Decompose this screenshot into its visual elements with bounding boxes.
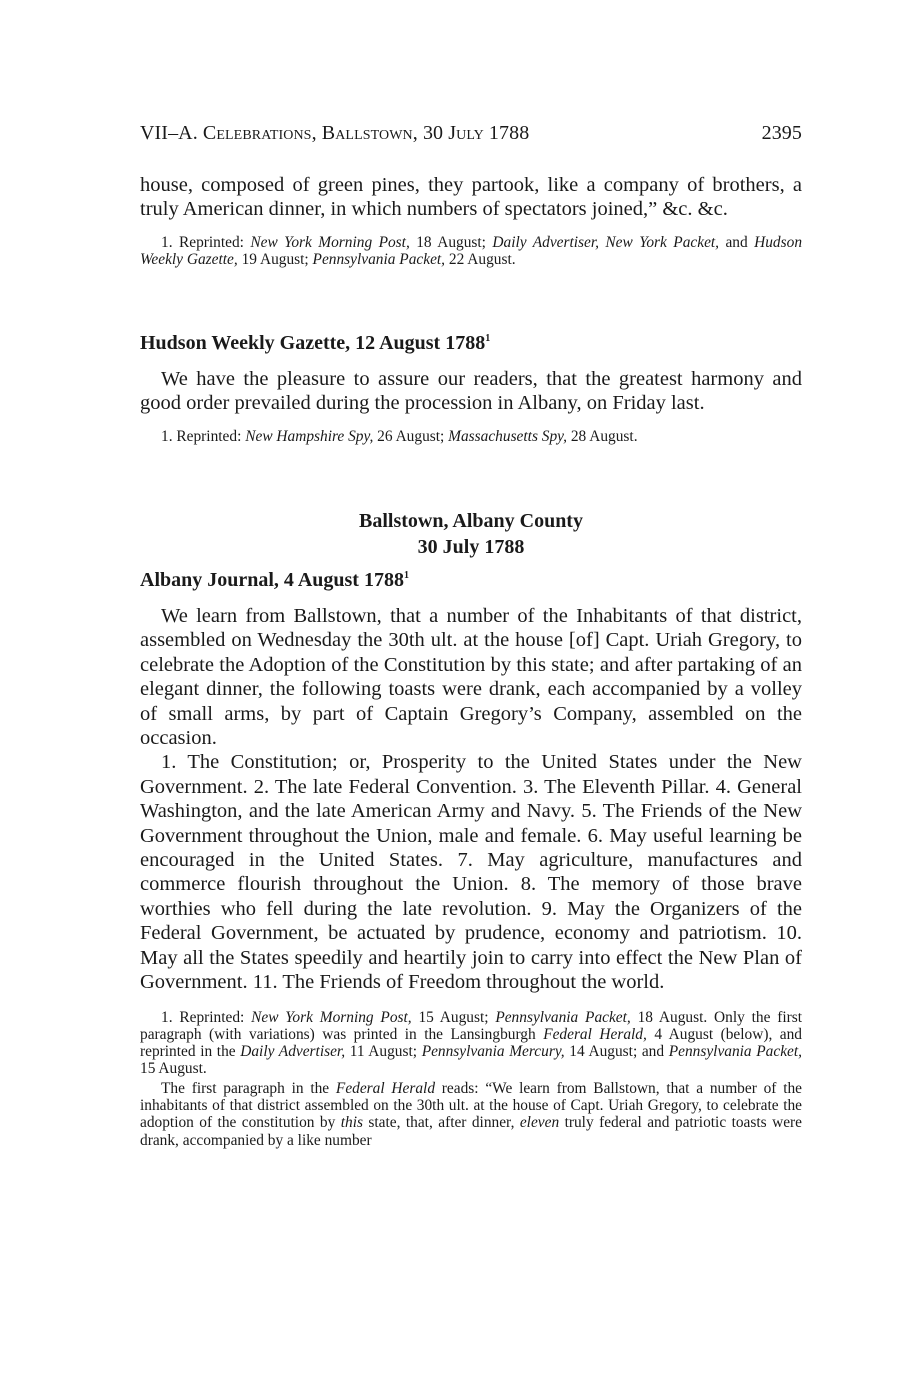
ballstown-heading-line1: Ballstown, Albany County — [359, 510, 583, 532]
albany-section — [140, 569, 802, 1149]
albany-footnote-1: 1. Reprinted: New York Morning Post, 15 August; Pennsylvania Packet, 18 August. Only the first paragraph (with variations) was printed in the Lansingburgh Federal Herald, 4 August (below), and reprinted in the Daily Advertiser, 11 August; Pennsylvania Mercury, 14 August; and Pennsylvania Packet, 15 August. — [140, 1008, 803, 1078]
albany-heading: Albany Journal, 4 August 1788$^1$ — [140, 569, 409, 591]
ballstown-section-heading — [140, 508, 802, 560]
albany-footnote-2: The first paragraph in the Federal Herald reads: “We learn from Ballstown, that a number of the inhabitants of that district assembled on the 30th ult. at the house of Capt. Uriah Gregory, to celebrate the adoption of the constitution by this state, that, after dinner, eleven truly federal and patriotic toasts were drank, accompanied by a like number — [140, 1079, 803, 1149]
continuation-section — [140, 173, 802, 268]
running-head-title: VII–A. Celebrations, Ballstown, 30 July 1788 — [140, 122, 530, 144]
hudson-section — [140, 332, 802, 445]
albany-paragraph-toasts: 1. The Constitution; or, Prosperity to the United States under the New Government. 2. The late Federal Convention. 3. The Eleventh Pillar. 4. General Washington, and the late American Army and Navy. 5. The Friends of the New Government throughout the Union, male and female. 6. May useful learning be encouraged in the United States. 7. May agriculture, manufactures and commerce flourish throughout the Union. 8. The memory of those brave worthies who fell during the late revolution. 9. May the Organizers of the Federal Government, be actuated by prudence, economy and patriotism. 10. May all the States speedily and heartily join to carry into effect the New Plan of Government. 11. The Friends of Freedom throughout the world. — [140, 751, 802, 994]
albany-paragraph-1: We learn from Ballstown, that a number of the Inhabitants of that district, assembled on Wednesday the 30th ult. at the house [of] Capt. Uriah Gregory, to celebrate the Adoption of the Constitution by this state; and after partaking of an elegant dinner, the following toasts were drank, each accompanied by a volley of small arms, by part of Captain Gregory’s Company, assembled on the occasion. — [140, 605, 802, 750]
hudson-heading: Hudson Weekly Gazette, 12 August 1788$^1$ — [140, 332, 491, 354]
running-head — [140, 122, 802, 145]
hudson-paragraph: We have the pleasure to assure our readers, that the greatest harmony and good order prevailed during the procession in Albany, on Friday last. — [140, 368, 802, 415]
page-number: 2395 — [761, 122, 802, 144]
ballstown-heading-line2: 30 July 1788 — [417, 536, 525, 558]
continuation-footnote: 1. Reprinted: New York Morning Post, 18 August; Daily Advertiser, New York Packet, and Hudson Weekly Gazette, 19 August; Pennsylvania Packet, 22 August. — [140, 233, 803, 269]
hudson-footnote: 1. Reprinted: New Hampshire Spy, 26 August; Massachusetts Spy, 28 August. — [161, 427, 638, 445]
continuation-paragraph: house, composed of green pines, they partook, like a company of brothers, a truly American dinner, in which numbers of spectators joined,” &c. &c. — [140, 174, 802, 221]
